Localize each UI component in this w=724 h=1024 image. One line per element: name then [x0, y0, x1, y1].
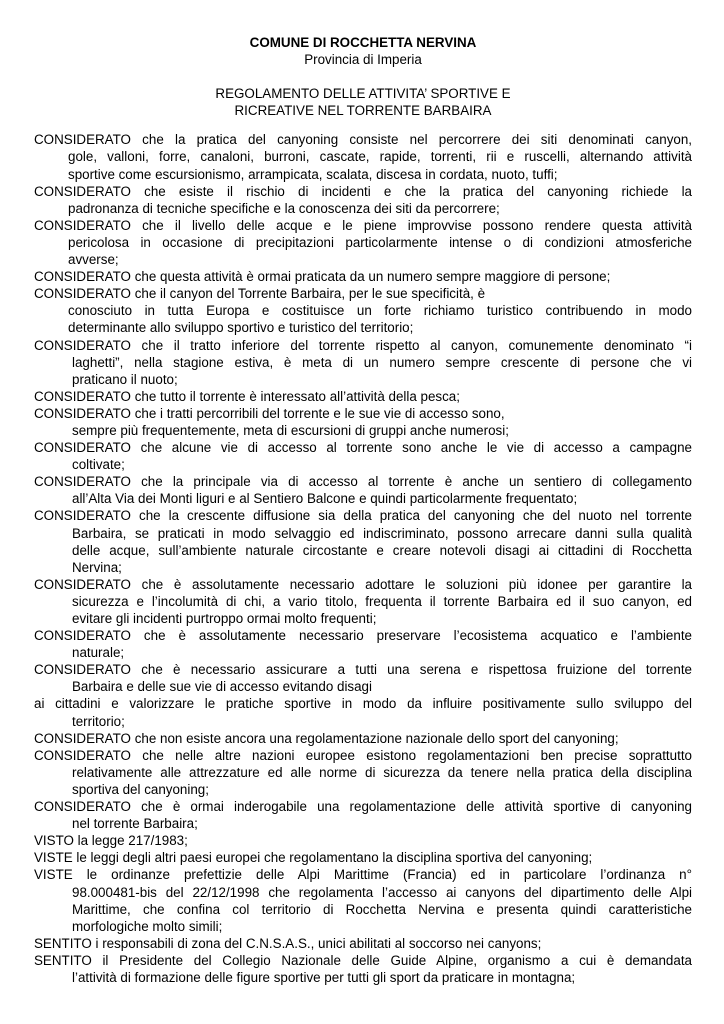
paragraph-line: gole, valloni, forre, canaloni, burroni, cascate, rapide, torrenti, rii e ruscelli, alternando attività — [68, 149, 692, 165]
paragraph — [34, 217, 692, 268]
paragraph-line: CONSIDERATO che il canyon del Torrente Barbaira, per le sue specificità, è — [34, 286, 486, 302]
paragraph-line: CONSIDERATO che è ormai inderogabile una regolamentazione delle attività sportive di canyoning — [34, 799, 692, 815]
paragraph — [34, 747, 692, 798]
paragraph-line: coltivate; — [72, 457, 125, 473]
paragraph-line: sempre più frequentemente, meta di escursioni di gruppi anche numerosi; — [72, 422, 509, 438]
paragraph-line: pericolosa in occasione di precipitazioni particolarmente intense o di condizioni atmosferiche — [68, 234, 692, 250]
paragraph — [34, 935, 692, 952]
paragraph-line: padronanza di tecniche specifiche e la conoscenza dei siti da percorrere; — [68, 200, 500, 216]
paragraph — [34, 798, 692, 832]
paragraph-line: VISTO la legge 217/1983; — [34, 833, 188, 849]
paragraph-line: 98.000481-bis del 22/12/1998 che regolamenta l’accesso ai canyons del dipartimento delle Alpi — [72, 884, 692, 900]
paragraph — [34, 627, 692, 661]
paragraph-line: evitare gli incidenti purtroppo ormai molto frequenti; — [72, 611, 377, 626]
paragraph-line: nel torrente Barbaira; — [72, 816, 198, 832]
paragraph — [34, 661, 692, 729]
paragraph-line: ai cittadini e valorizzare le pratiche sportive in modo da influire positivamente sullo sviluppo del — [34, 696, 692, 712]
paragraph — [34, 388, 692, 405]
paragraph-line: praticano il nuoto; — [72, 371, 178, 387]
paragraph-line: CONSIDERATO che la pratica del canyoning consiste nel percorrere dei siti denominati canyon, — [34, 132, 692, 148]
paragraph-line: Marittime, che confina col territorio di Rocchetta Nervina e presenta quindi caratteristiche — [72, 901, 692, 917]
paragraph-line: CONSIDERATO che nelle altre nazioni europee esistono regolamentazioni ben precise soprattutto — [34, 747, 692, 763]
paragraph-line: SENTITO i responsabili di zona del C.N.S.A.S., unici abilitati al soccorso nei canyons; — [34, 935, 542, 951]
paragraph-line: Nervina; — [72, 559, 122, 575]
paragraph — [34, 952, 692, 986]
paragraph-line: VISTE le leggi degli altri paesi europei che regolamentano la disciplina sportiva del canyoning; — [34, 850, 593, 866]
regulation-title-line-1: REGOLAMENTO DELLE ATTIVITA’ SPORTIVE E — [215, 86, 511, 102]
paragraph-line: morfologiche molto simili; — [72, 918, 223, 934]
paragraph-line: CONSIDERATO che la principale via di accesso al torrente è anche un sentiero di collegamento — [34, 474, 692, 490]
paragraph — [34, 473, 692, 507]
paragraph-line: sportiva del canyoning; — [72, 781, 209, 797]
paragraph-line: SENTITO il Presidente del Collegio Nazionale delle Guide Alpine, organismo a cui è demandata — [34, 952, 692, 968]
paragraph — [34, 832, 692, 849]
paragraph — [34, 576, 692, 627]
paragraph-line: CONSIDERATO che tutto il torrente è interessato all’attività della pesca; — [34, 388, 460, 404]
province-subtitle: Provincia di Imperia — [304, 52, 422, 68]
paragraph — [34, 507, 692, 575]
paragraph-line: VISTE le ordinanze prefettizie delle Alpi Marittime (Francia) ed in particolare l’ordinanza n° — [34, 867, 692, 883]
paragraph-line: relativamente alle attrezzature ed alle norme di sicurezza da tenere nella pratica della disciplina — [72, 764, 692, 780]
paragraph-line: CONSIDERATO che alcune vie di accesso al torrente sono anche le vie di accesso a campagne — [34, 440, 692, 456]
paragraph — [34, 268, 692, 285]
paragraph-line: territorio; — [72, 713, 125, 729]
regulation-title-line-2: RICREATIVE NEL TORRENTE BARBAIRA — [234, 103, 492, 119]
paragraph-line: sportive come escursionismo, arrampicata, scalata, discesa in cordata, nuoto, tuffi; — [68, 166, 558, 182]
paragraph — [34, 405, 692, 439]
paragraph-line: CONSIDERATO che non esiste ancora una regolamentazione nazionale dello sport del canyoning; — [34, 730, 619, 746]
paragraph-line: determinante allo sviluppo sportivo e turistico del territorio; — [68, 320, 414, 336]
paragraph-line: conosciuto in tutta Europa e costituisce un forte richiamo turistico contribuendo in modo — [68, 303, 692, 319]
paragraph-line: CONSIDERATO che i tratti percorribili del torrente e le sue vie di accesso sono, — [34, 405, 505, 421]
paragraph-line: Barbaira, se praticati in modo selvaggio ed indiscriminato, possono arrecare danni sulla qualità — [72, 525, 692, 541]
paragraph-line: Barbaira e delle sue vie di accesso evitando disagi — [72, 679, 372, 695]
paragraph — [34, 337, 692, 388]
paragraph-line: all’Alta Via dei Monti liguri e al Sentiero Balcone e quindi particolarmente frequentato; — [72, 491, 578, 507]
paragraph-line: CONSIDERATO che questa attività è ormai praticata da un numero sempre maggiore di persone; — [34, 269, 611, 285]
municipality-title: COMUNE DI ROCCHETTA NERVINA — [249, 35, 477, 50]
paragraph-line: CONSIDERATO che il tratto inferiore del torrente rispetto al canyon, comunemente denominato “i — [34, 337, 692, 353]
paragraph-line: CONSIDERATO che è assolutamente necessario adottare le soluzioni più idonee per garantire la — [34, 576, 692, 592]
paragraph-line: CONSIDERATO che è necessario assicurare a tutti una serena e rispettosa fruizione del torrente — [34, 662, 692, 678]
paragraph — [34, 439, 692, 473]
paragraph-line: sicurezza e l’incolumità di chi, a vario titolo, frequenta il torrente Barbaira ed il suo canyon, ed — [72, 593, 692, 609]
paragraph — [34, 866, 692, 934]
paragraph-line: CONSIDERATO che la crescente diffusione sia della pratica del canyoning che del nuoto nel torrente — [34, 508, 692, 524]
paragraph-line: delle acque, sull’ambiente naturale circostante e creare notevoli disagi ai cittadini di Rocchetta — [72, 542, 692, 558]
paragraph — [34, 285, 692, 336]
paragraph-line: l’attività di formazione delle figure sportive per tutti gli sport da praticare in montagna; — [72, 969, 576, 985]
paragraph-line: CONSIDERATO che il livello delle acque e le piene improvvise possono rendere questa attività — [34, 217, 692, 233]
paragraph — [34, 849, 692, 866]
paragraph — [34, 131, 692, 182]
paragraph-line: CONSIDERATO che è assolutamente necessario preservare l’ecosistema acquatico e l’ambiente — [34, 628, 692, 644]
paragraph-line: naturale; — [72, 645, 125, 661]
paragraph-line: laghetti”, nella stagione estiva, è meta di un numero sempre crescente di persone che vi — [72, 354, 692, 370]
paragraph-line: avverse; — [68, 252, 119, 268]
paragraph — [34, 183, 692, 217]
paragraph-line: CONSIDERATO che esiste il rischio di incidenti e che la pratica del canyoning richiede la — [34, 183, 692, 199]
paragraph — [34, 730, 692, 747]
document-header — [34, 34, 692, 119]
document-body — [34, 131, 692, 986]
